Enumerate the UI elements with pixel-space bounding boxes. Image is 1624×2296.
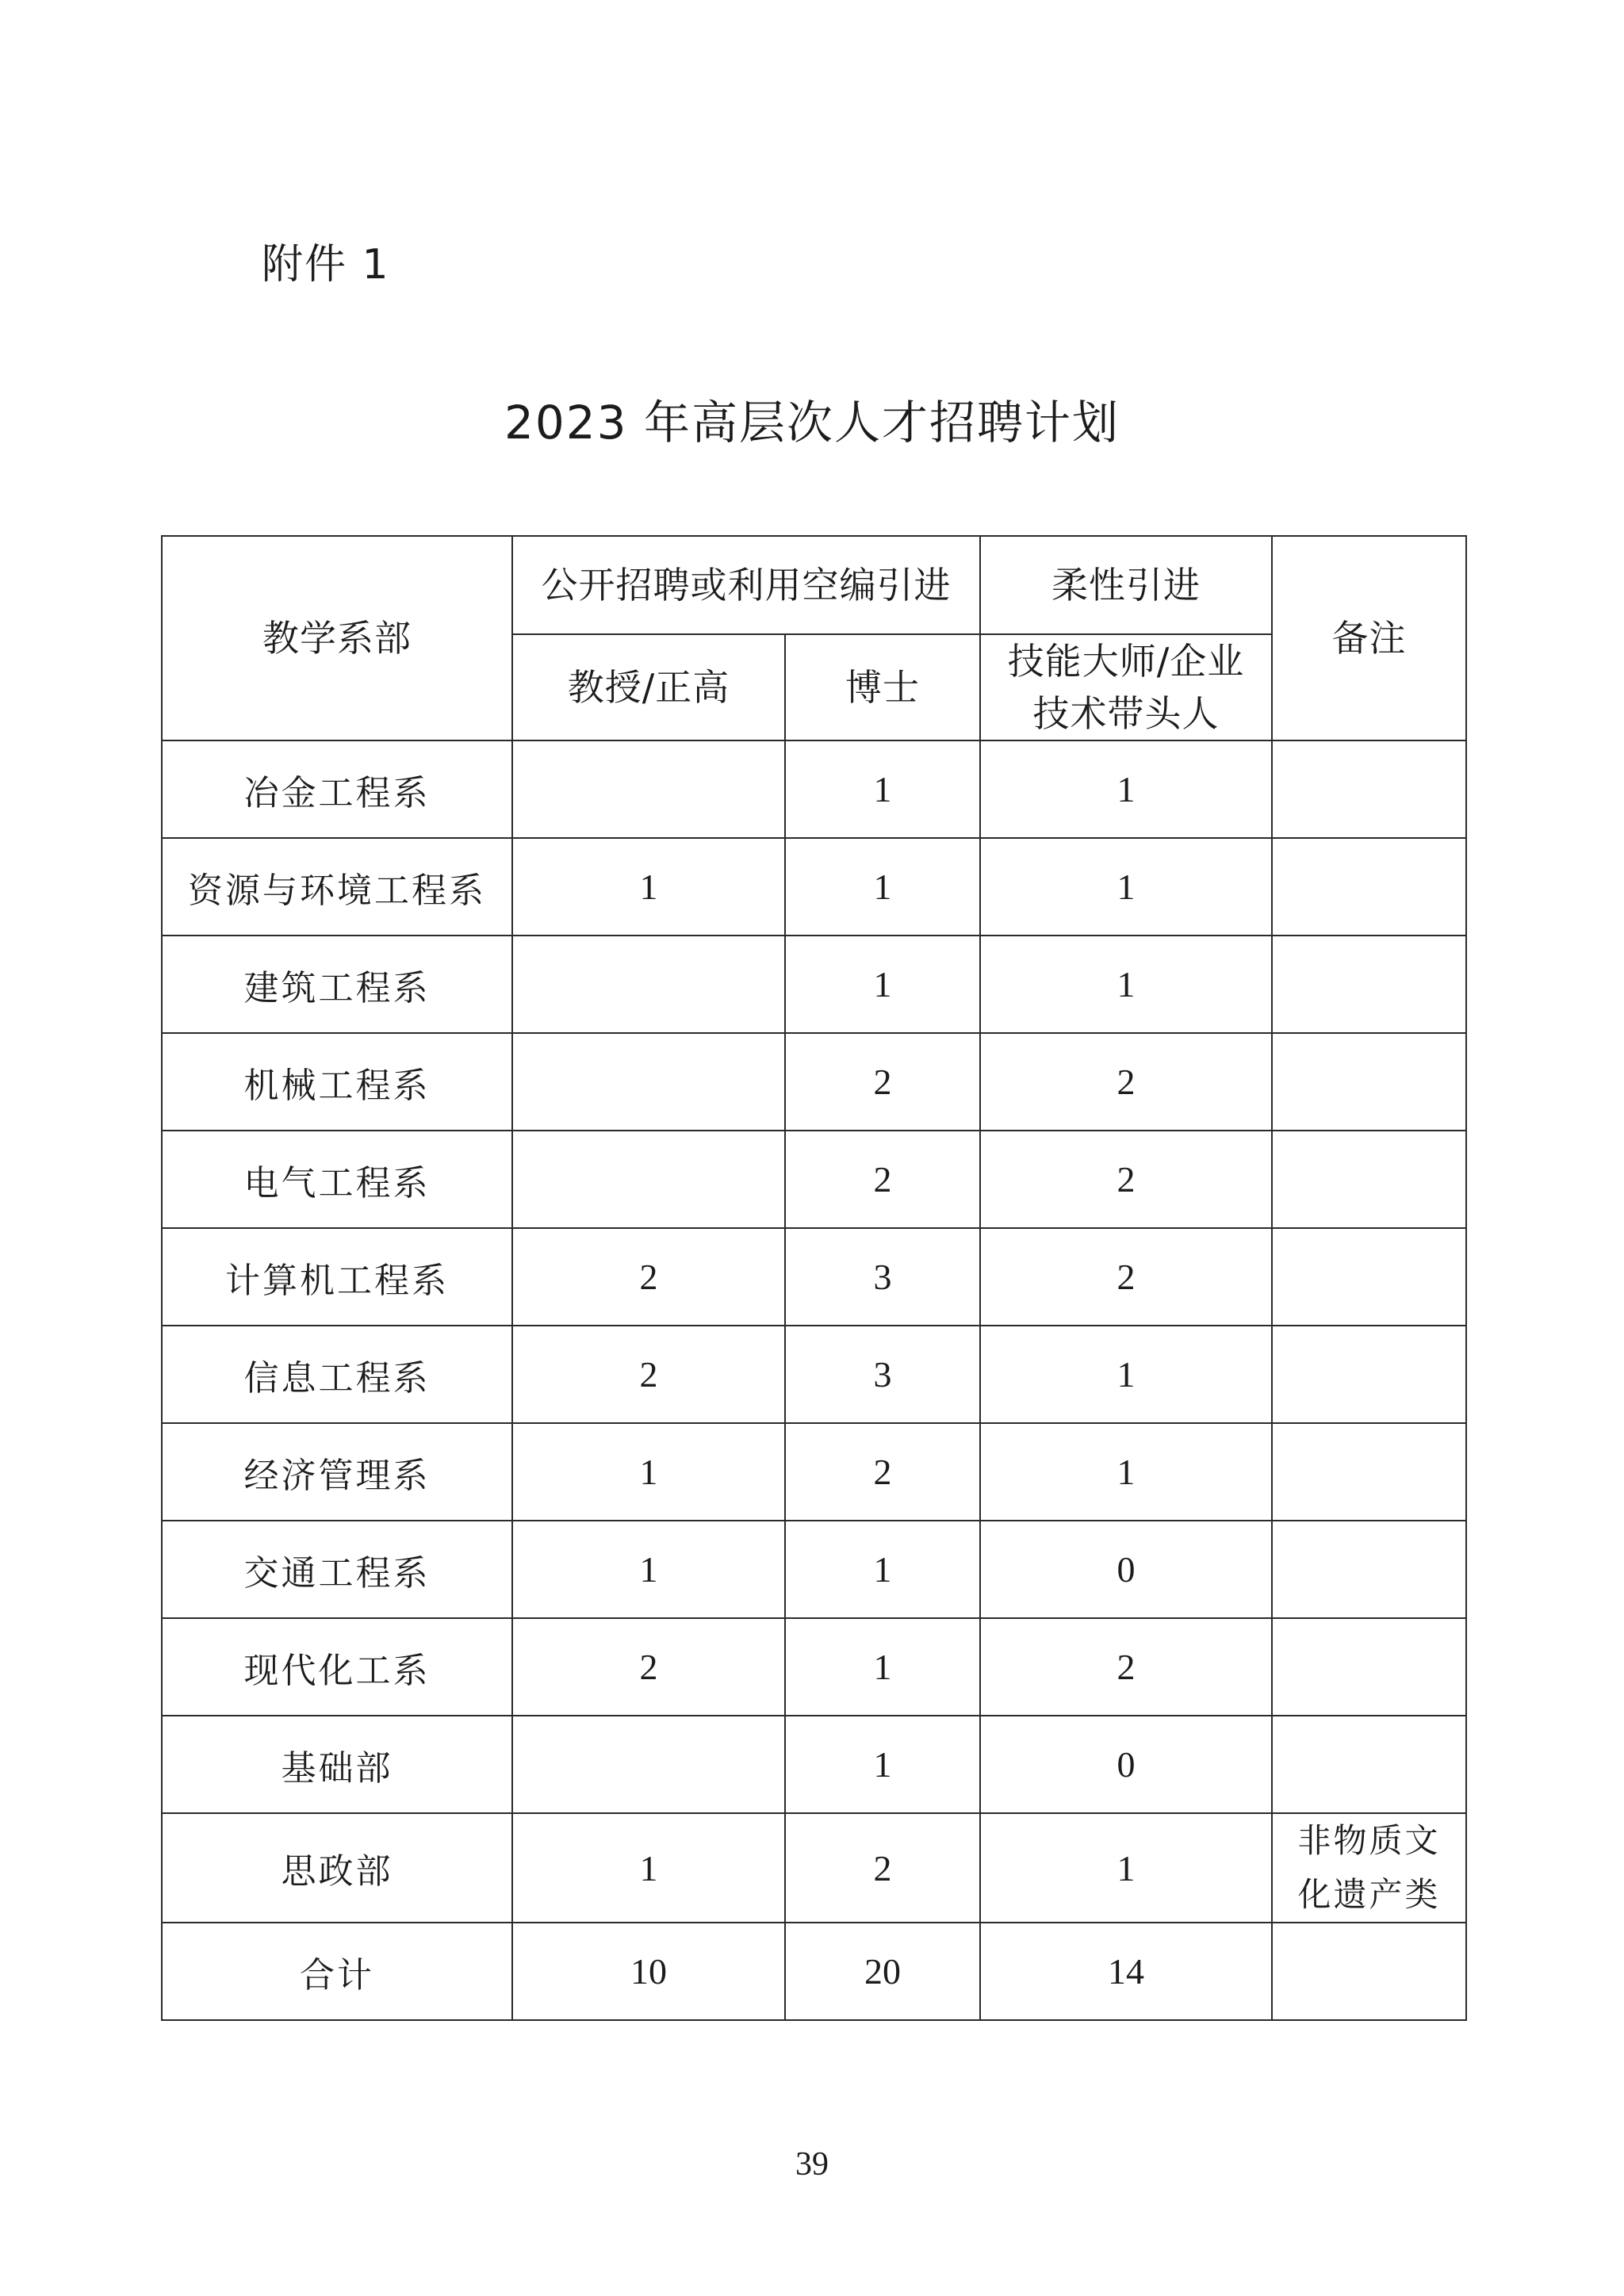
table-body [162,740,1466,2020]
professor-count-cell: 1 [512,1813,785,1923]
table-row [162,1423,1466,1521]
doctor-count-cell: 1 [785,838,980,936]
department-cell: 基础部 [162,1716,512,1813]
doctor-count-cell: 2 [785,1033,980,1131]
table-row [162,1033,1466,1131]
doctor-count-cell: 2 [785,1813,980,1923]
master-count-cell: 2 [980,1618,1272,1716]
table-row [162,1618,1466,1716]
document-title: 2023 年高层次人才招聘计划 [504,396,1120,450]
remark-cell [1272,1618,1466,1716]
doctor-count-cell: 1 [785,740,980,838]
department-cell: 资源与环境工程系 [162,838,512,936]
master-count-cell: 2 [980,1131,1272,1228]
department-cell: 电气工程系 [162,1131,512,1228]
professor-count-cell [512,1716,785,1813]
department-cell: 冶金工程系 [162,740,512,838]
master-count-cell: 2 [980,1228,1272,1326]
department-cell: 思政部 [162,1813,512,1923]
header-department: 教学系部 [162,536,512,740]
header-remark: 备注 [1272,536,1466,740]
table-row [162,1228,1466,1326]
professor-count-cell [512,936,785,1033]
total-label-cell: 合计 [162,1923,512,2020]
master-count-cell: 0 [980,1716,1272,1813]
table-row [162,1716,1466,1813]
remark-cell [1272,1813,1466,1923]
department-cell: 机械工程系 [162,1033,512,1131]
doctor-count-cell: 3 [785,1228,980,1326]
remark-cell [1272,1033,1466,1131]
remark-cell [1272,1423,1466,1521]
attachment-label: 附件 1 [262,241,390,289]
department-cell: 信息工程系 [162,1326,512,1423]
department-cell: 计算机工程系 [162,1228,512,1326]
master-count-cell: 1 [980,740,1272,838]
professor-count-cell: 1 [512,1423,785,1521]
table-header-row [162,536,1466,634]
table-row [162,1521,1466,1618]
table-total-row [162,1923,1466,2020]
doctor-count-cell: 1 [785,1521,980,1618]
remark-cell [1272,1716,1466,1813]
professor-count-cell: 2 [512,1618,785,1716]
master-count-cell: 1 [980,1813,1272,1923]
department-cell: 交通工程系 [162,1521,512,1618]
remark-cell [1272,1131,1466,1228]
doctor-count-cell: 1 [785,1618,980,1716]
doctor-count-cell: 3 [785,1326,980,1423]
table-row [162,936,1466,1033]
table-row [162,1131,1466,1228]
table-row [162,1326,1466,1423]
total-doctor-cell: 20 [785,1923,980,2020]
doctor-count-cell: 1 [785,1716,980,1813]
professor-count-cell [512,740,785,838]
total-remark-cell [1272,1923,1466,2020]
table-row [162,740,1466,838]
header-master-line2: 技术带头人 [1032,692,1220,735]
master-count-cell: 2 [980,1033,1272,1131]
header-doctor: 博士 [785,634,980,740]
professor-count-cell: 2 [512,1228,785,1326]
header-master [980,634,1272,740]
remark-line2: 化遗产类 [1297,1875,1441,1914]
total-master-cell: 14 [980,1923,1272,2020]
department-cell: 建筑工程系 [162,936,512,1033]
department-cell: 现代化工系 [162,1618,512,1716]
header-flexible: 柔性引进 [980,536,1272,634]
professor-count-cell [512,1033,785,1131]
remark-cell [1272,838,1466,936]
doctor-count-cell: 1 [785,936,980,1033]
header-master-line1: 技能大师/企业 [1007,640,1245,683]
master-count-cell: 1 [980,838,1272,936]
remark-cell [1272,1228,1466,1326]
remark-cell [1272,1521,1466,1618]
remark-cell [1272,936,1466,1033]
master-count-cell: 1 [980,936,1272,1033]
remark-cell [1272,740,1466,838]
professor-count-cell: 1 [512,1521,785,1618]
master-count-cell: 0 [980,1521,1272,1618]
doctor-count-cell: 2 [785,1423,980,1521]
remark-cell [1272,1326,1466,1423]
professor-count-cell: 2 [512,1326,785,1423]
table-row [162,838,1466,936]
header-professor: 教授/正高 [512,634,785,740]
master-count-cell: 1 [980,1326,1272,1423]
table-row [162,1813,1466,1923]
recruitment-plan-table [161,535,1467,2021]
header-open-recruit: 公开招聘或利用空编引进 [512,536,980,634]
department-cell: 经济管理系 [162,1423,512,1521]
master-count-cell: 1 [980,1423,1272,1521]
doctor-count-cell: 2 [785,1131,980,1228]
professor-count-cell [512,1131,785,1228]
remark-line1: 非物质文 [1297,1821,1441,1860]
page-number: 39 [795,2146,829,2183]
professor-count-cell: 1 [512,838,785,936]
total-professor-cell: 10 [512,1923,785,2020]
